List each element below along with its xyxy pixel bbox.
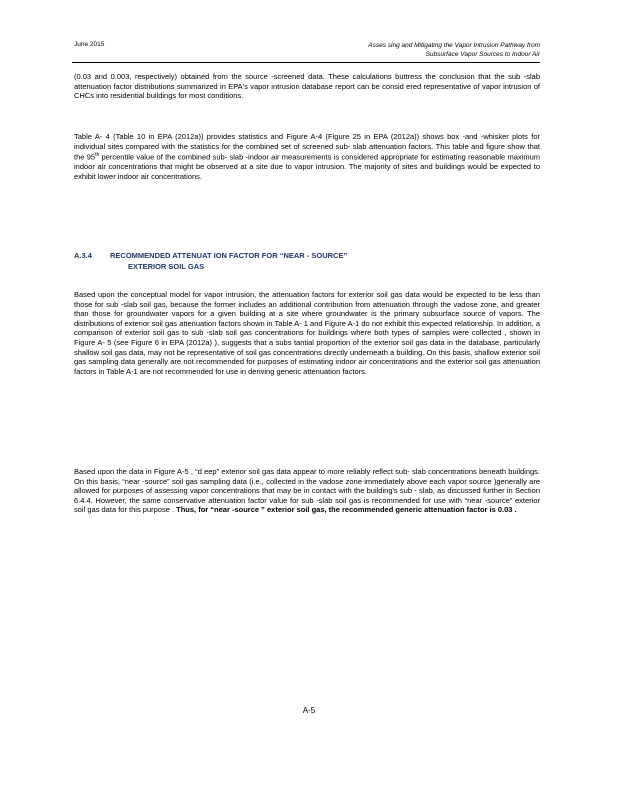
paragraph-4-text-a: Based upon the data in Figure A-5 , “d eep” exterior soil gas data appear to more reliably reflect sub- slab concentrations beneath buildings. On this basis, “near -source” soil gas sampling data (i.e., collected in the vadose zone immediately above each vapor source )generally are allowed for purposes of assessing vapor concentrations that may be in contact with the building's sub - slab, as discussed further in Section 6.4.4. However, the same conservative attenuation factor value for sub -slab soil gas is recommended for use with “near -source” exterior soil gas data for this purpose . bbox=[74, 467, 540, 515]
page-number: A-5 bbox=[302, 706, 316, 715]
paragraph-2-text-b: percentile value of the combined sub- slab -indoor air measurements is considered appropriate for estimating reasonable maximum indoor air concentrations that might be observed at a site due to vapor intrusion. The majority of sites and buildings would be expected to exhibit lower indoor air concentrations. bbox=[74, 152, 540, 181]
section-title-line2: EXTERIOR SOIL GAS bbox=[128, 262, 205, 271]
header-rule bbox=[72, 62, 540, 63]
paragraph-3: Based upon the conceptual model for vapor intrusion, the attenuation factors for exterior soil gas data would be expected to be less than those for sub -slab soil gas, because the former includes an additional contribution from attenuation through the vadose zone, and greater than those for groundwater vapors for a given building at a site where groundwater is the primary subsurface source of vapors. The distributions of exterior soil gas attenuation factors shown in Table A- 1 and Figure A-1 do not exhibit this expected relationship. In addition, a comparison of exterior soil gas to sub -slab soil gas concentrations for buildings where both types of samples were collected , shown in Figure A- 5 (see Figure 6 in EPA (2012a) ), suggests that a subs tantial proportion of the exterior soil gas data in the database, particularly shallow soil gas data, may not be representative of soil gas concentrations directly underneath a building. On this basis, shallow exterior soil gas sampling data generally are not recommended for purposes of estimating indoor air concentrations and the exterior soil gas attenuation factors in Table A-1 are not recommended for use in deriving generic attenuation factors. bbox=[74, 290, 540, 376]
header-title-line2: Subsurface Vapor Sources to Indoor Air bbox=[425, 51, 540, 58]
section-title-line1: RECOMMENDED ATTENUAT ION FACTOR FOR “NEAR - SOURCE” bbox=[110, 251, 348, 260]
header-title bbox=[368, 41, 540, 59]
section-number: A.3.4 bbox=[74, 251, 92, 260]
header-date: June 2015 bbox=[74, 41, 105, 48]
section-heading bbox=[74, 250, 540, 272]
paragraph-4 bbox=[74, 467, 540, 515]
paragraph-2-superscript: th bbox=[95, 152, 100, 159]
paragraph-2-text-a: Table A- 4 (Table 10 in EPA (2012a)) provides statistics and Figure A-4 (Figure 25 in EPA (2012a)) shows box -and -whisker plots for individual sites compared with the statistics for the combined set of screened sub- slab attenuation factors. This table and figure show that the 95 bbox=[74, 132, 540, 162]
paragraph-1: (0.03 and 0.003, respectively) obtained from the source -screened data. These calculations buttress the conclusion that the sub -slab attenuation factor distributions summarized in EPA's vapor intrusion database report can be consid ered representative of vapor intrusion of CHCs into residential buildings for most conditions. bbox=[74, 72, 540, 101]
header-title-line1: Asses sing and Mitigating the Vapor Intrusion Pathway from bbox=[368, 42, 540, 49]
paragraph-4-conclusion: Thus, for “near -source ” exterior soil gas, the recommended generic attenuation factor is 0.03 . bbox=[176, 505, 517, 515]
paragraph-2 bbox=[74, 132, 540, 181]
